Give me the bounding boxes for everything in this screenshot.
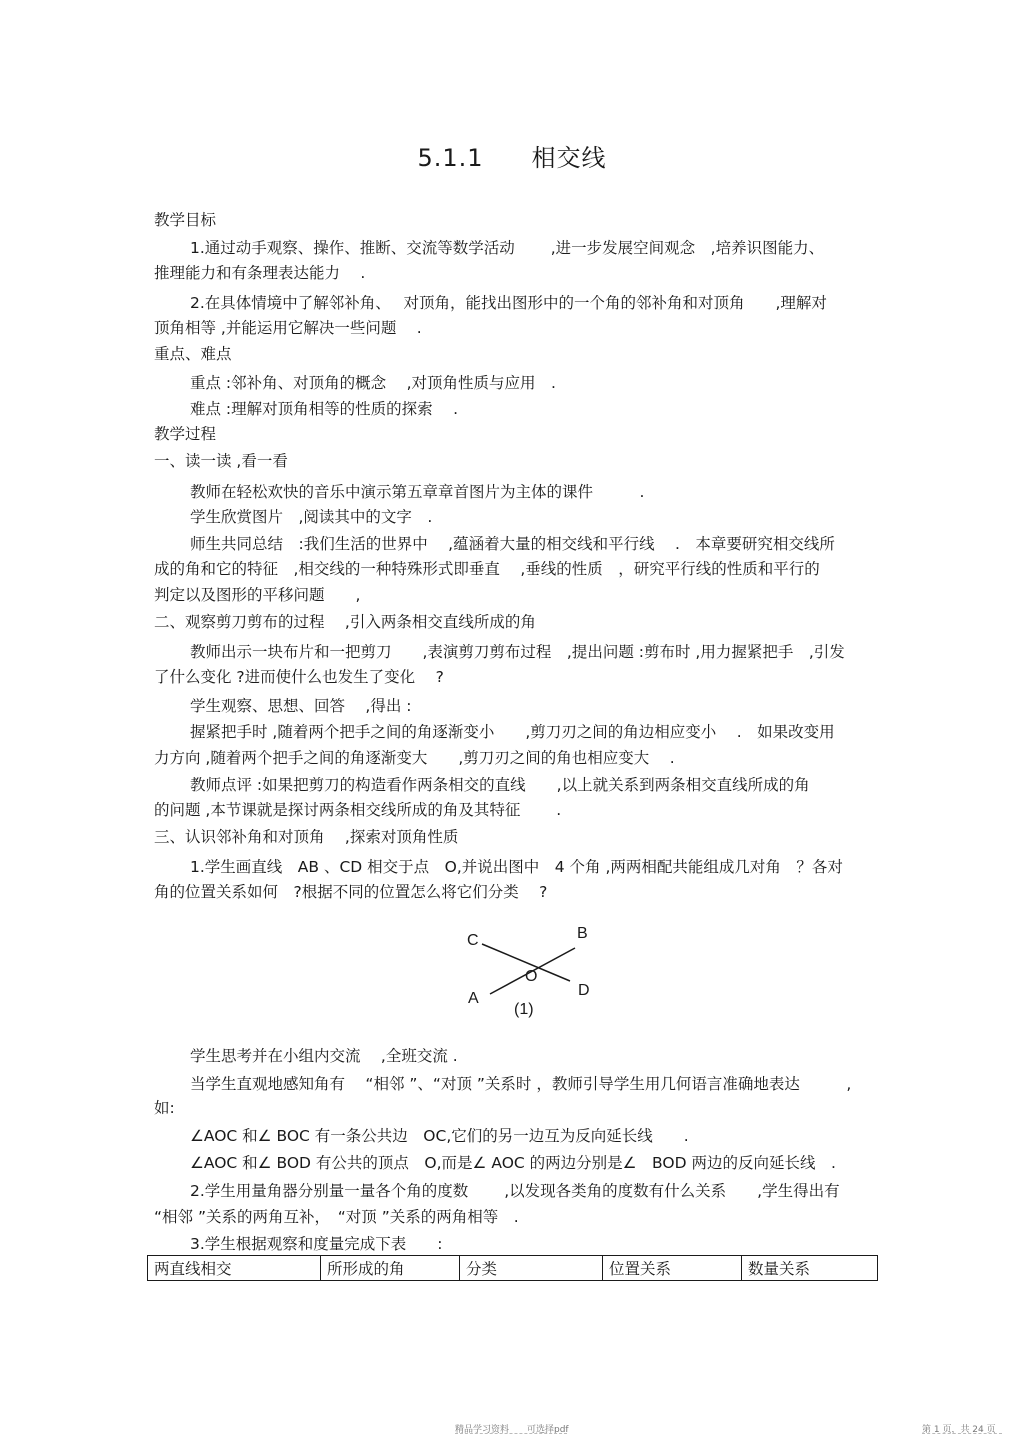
- section-heading: 二、观察剪刀剪布的过程 ,引入两条相交直线所成的角: [154, 613, 536, 631]
- paragraph-line: 3.学生根据观察和度量完成下表 :: [190, 1235, 443, 1253]
- paragraph-line: 1.学生画直线 AB 、CD 相交于点 O,并说出图中 4 个角 ,两两相配共能组成几对角 ？各对: [190, 858, 843, 876]
- label-a: A: [468, 990, 479, 1007]
- page-title: [0, 138, 1024, 173]
- angle-analysis-table: [147, 1255, 878, 1281]
- paragraph-line: 握紧把手时 ,随着两个把手之间的角逐渐变小 ,剪刀刃之间的角边相应变小 . 如果改变用: [190, 723, 835, 741]
- paragraph-line: 2.学生用量角器分别量一量各个角的度数 ,以发现各类角的度数有什么关系 ,学生得出有: [190, 1182, 840, 1200]
- paragraph-line: 了什么变化 ?进而使什么也发生了变化 ?: [154, 668, 444, 686]
- title-number: 5.1.1: [417, 144, 484, 172]
- paragraph-line: 力方向 ,随着两个把手之间的角逐渐变大 ,剪刀刃之间的角也相应变大 .: [154, 749, 675, 767]
- paragraph-line: 如:: [154, 1099, 175, 1117]
- section-heading: 一、读一读 ,看一看: [154, 452, 288, 470]
- section-heading: 三、认识邻补角和对顶角 ,探索对顶角性质: [154, 828, 459, 846]
- paragraph-line: “相邻 ”关系的两角互补， “对顶 ”关系的两角相等 .: [154, 1208, 519, 1226]
- heading-teaching-goals: 教学目标: [154, 211, 217, 229]
- footer-page-number: 第 1 页，共 24 页: [922, 1425, 996, 1435]
- heading-key-points: 重点、难点: [154, 345, 232, 363]
- table-header-cell: 分类: [460, 1256, 603, 1281]
- paragraph-line: 当学生直观地感知角有 “相邻 ”、“对顶 ”关系时 ，教师引导学生用几何语言准确地表达 ,: [190, 1075, 852, 1093]
- paragraph-line: 学生欣赏图片 ,阅读其中的文字 .: [190, 508, 433, 526]
- paragraph-line: 学生思考并在小组内交流 ,全班交流 .: [190, 1047, 458, 1065]
- title-text: 相交线: [531, 144, 607, 172]
- paragraph-line: 教师点评 :如果把剪刀的构造看作两条相交的直线 ,以上就关系到两条相交直线所成的角: [190, 776, 810, 794]
- figure-caption: (1): [514, 1001, 534, 1018]
- paragraph-line: 学生观察、思想、回答 ,得出 :: [190, 697, 412, 715]
- heading-teaching-process: 教学过程: [154, 425, 217, 443]
- label-c: C: [467, 932, 479, 949]
- label-b: B: [577, 925, 588, 942]
- paragraph-line: 的问题 ,本节课就是探讨两条相交线所成的角及其特征 .: [154, 801, 562, 819]
- label-d: D: [578, 982, 590, 999]
- label-o: O: [525, 968, 538, 985]
- paragraph-line: 教师出示一块布片和一把剪刀 ,表演剪刀剪布过程 ,提出问题 :剪布时 ,用力握紧把手 ,引发: [190, 643, 845, 661]
- paragraph-line: 2.在具体情境中了解邻补角、 对顶角，能找出图形中的一个角的邻补角和对顶角 ,理解对: [190, 294, 827, 312]
- paragraph-line: 推理能力和有条理表达能力 .: [154, 264, 366, 282]
- paragraph-line: ∠AOC 和∠ BOD 有公共的顶点 O,而是∠ AOC 的两边分别是∠ BOD 两边的反向延长线 .: [190, 1154, 836, 1172]
- paragraph-line: 判定以及图形的平移问题 ,: [154, 586, 361, 604]
- paragraph-line: 教师在轻松欢快的音乐中演示第五章章首图片为主体的课件 .: [190, 483, 645, 501]
- intersecting-lines-figure: [455, 918, 605, 1028]
- paragraph-line: 角的位置关系如何 ?根据不同的位置怎么将它们分类 ?: [154, 883, 548, 901]
- paragraph-line: 成的角和它的特征 ,相交线的一种特殊形式即垂直 ,垂线的性质 ，研究平行线的性质和平行的: [154, 560, 820, 578]
- table-header-cell: 两直线相交: [148, 1256, 321, 1281]
- paragraph-line: 师生共同总结 :我们生活的世界中 ,蕴涵着大量的相交线和平行线 . 本章要研究相交线所: [190, 535, 835, 553]
- footer-source: 精品学习资料 可选择pdf: [455, 1425, 569, 1435]
- paragraph-line: 顶角相等 ,并能运用它解决一些问题 .: [154, 319, 422, 337]
- table-header-row: [148, 1256, 878, 1281]
- table-header-cell: 位置关系: [603, 1256, 742, 1281]
- table-header-cell: 数量关系: [742, 1256, 878, 1281]
- paragraph-line: 难点 :理解对顶角相等的性质的探索 .: [190, 400, 459, 418]
- table-header-cell: 所形成的角: [321, 1256, 460, 1281]
- paragraph-line: 重点 :邻补角、对顶角的概念 ,对顶角性质与应用 .: [190, 374, 556, 392]
- footer-divider: [922, 1433, 1002, 1434]
- paragraph-line: ∠AOC 和∠ BOC 有一条公共边 OC,它们的另一边互为反向延长线 .: [190, 1127, 689, 1145]
- footer-divider: [455, 1433, 567, 1434]
- paragraph-line: 1.通过动手观察、操作、推断、交流等数学活动 ,进一步发展空间观念 ,培养识图能力、: [190, 239, 825, 257]
